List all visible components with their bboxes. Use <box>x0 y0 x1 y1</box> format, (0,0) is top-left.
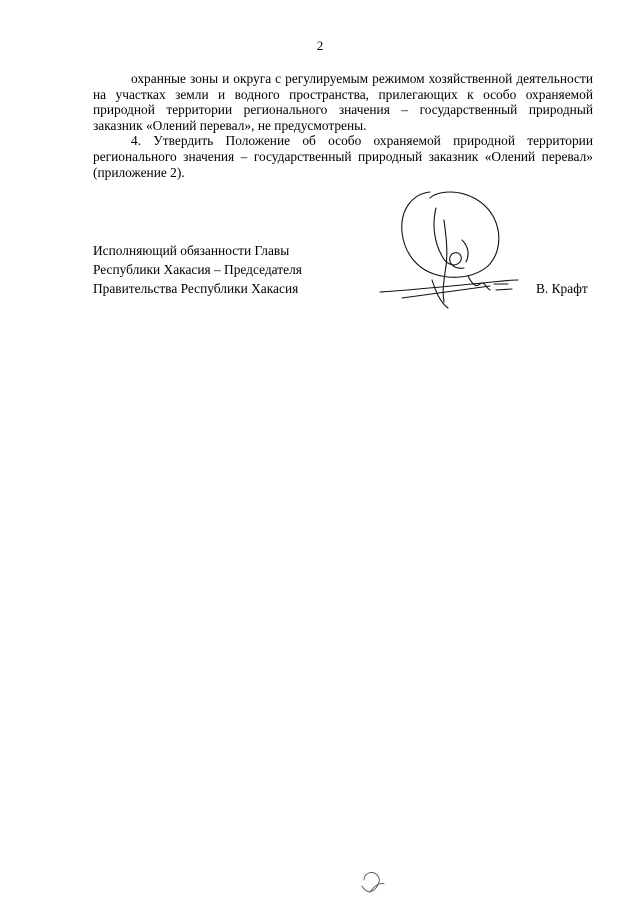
handwritten-signature <box>372 180 532 315</box>
paragraph-protected-zones: охранные зоны и округа с регулируемым режимом хозяйственной деятельности на участках земли и водного пространства, прилегающих к особо охраняемой природной территории регионального значения – государственный природный заказник «Олений перевал», не предусмотрены. <box>93 71 593 133</box>
signer-name: В. Крафт <box>536 281 588 296</box>
signatory-title <box>93 241 302 298</box>
signatory-line-1: Исполняющий обязанности Главы <box>93 243 290 258</box>
handwritten-mark <box>356 866 390 896</box>
page-number: 2 <box>316 38 324 53</box>
signatory-line-3: Правительства Республики Хакасия <box>93 281 299 296</box>
signatory-line-2: Республики Хакасия – Председателя <box>93 262 302 277</box>
paragraph-item-4: 4. Утвердить Положение об особо охраняемой природной территории регионального значения – государственный природный заказник «Олений перевал» (приложение 2). <box>93 133 593 180</box>
document-body <box>93 71 593 180</box>
